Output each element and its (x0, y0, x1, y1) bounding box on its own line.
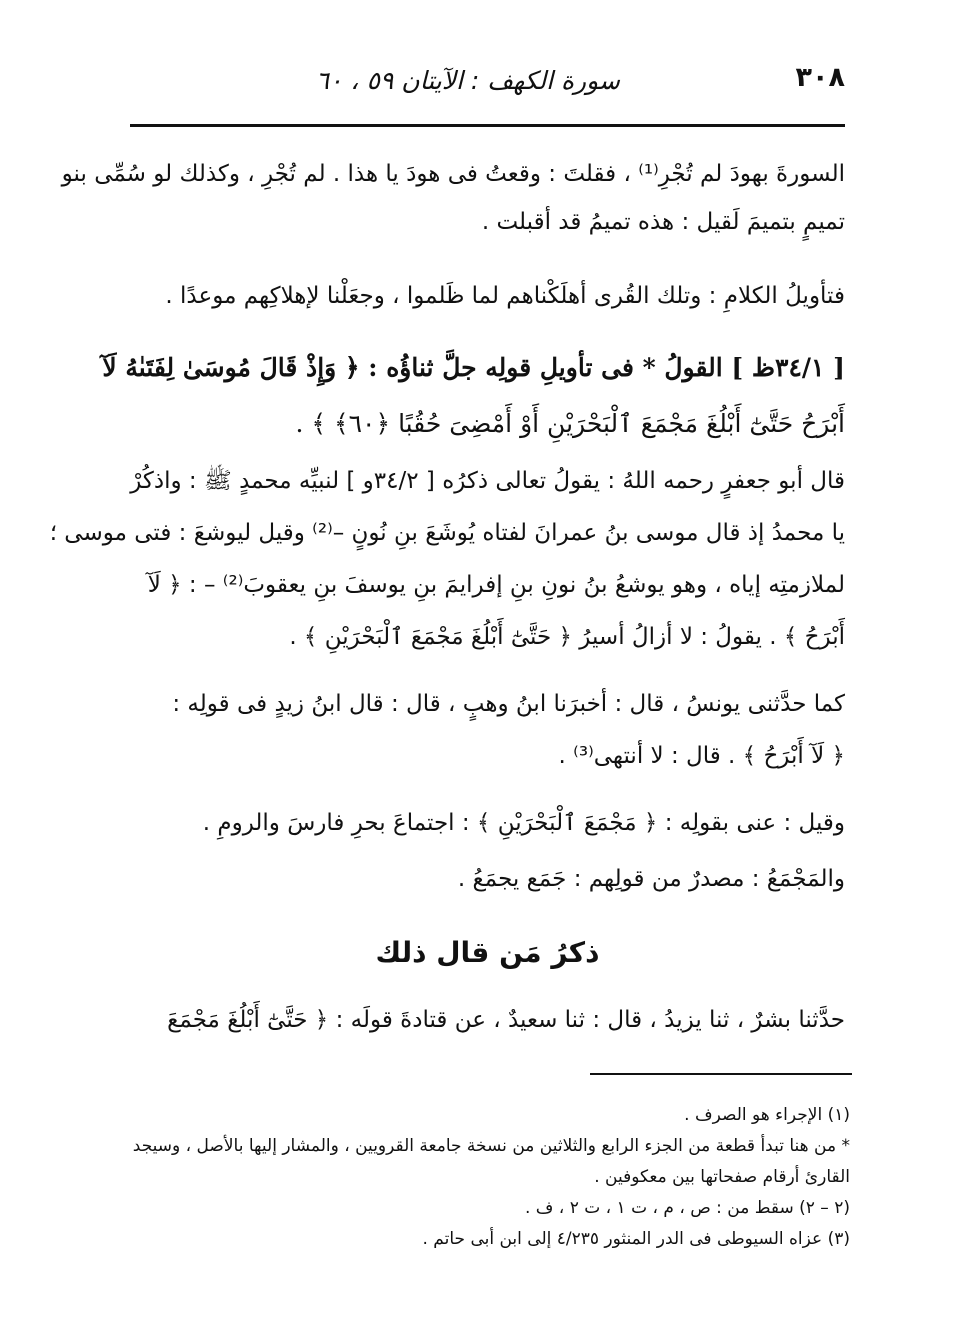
text-line: [ ٣٤/١ظ ] القولُ * فى تأويلِ قولِه جلَّ ثناؤُه : ﴿ وَإِذْ قَالَ مُوسَىٰ لِفَتَىٰهُ لَآ (102, 353, 845, 382)
section-heading: ذكرُ مَن قال ذلك (375, 936, 600, 969)
paragraph-5 (130, 678, 845, 782)
text-line: لملازمتِه إياه ، وهو يوشعُ بنُ نونِ بنِ إفرايمَ بنِ يوسفَ بنِ يعقوبَ⁽²⁾ – : ﴿ لَآ (147, 572, 845, 598)
footnote: (٣) عزاه السيوطى فى الدر المنثور ٤/٢٣٥ إلى ابن أبى حاتم . (422, 1229, 850, 1249)
footnote-rule (590, 1073, 852, 1075)
paragraph-6 (130, 795, 845, 907)
text-line: يا محمدُ إذ قال موسى بنُ عمرانَ لفتاه يُوشَعَ بنِ نُونٍ –⁽²⁾ وقيل ليوشعَ : فتى موسى ؛ (49, 520, 845, 546)
text-line: السورةَ بهودَ لم تُجْرِ⁽¹⁾ ، فقلتَ : وقعتُ فى هودَ يا هذا . لم تُجْرِ ، وكذلك لو سُمِّى بنو (61, 161, 845, 187)
paragraph-7 (130, 996, 845, 1044)
running-head: سورة الكهف : الآيتان ٥٩ ، ٦٠ (315, 66, 620, 95)
footnote: * من هنا تبدأ قطعة من الجزء الرابع والثلاثين من نسخة جامعة القرويين ، والمشار إليها بالأصل ، وسيجد (132, 1136, 850, 1156)
text-line: فتأويلُ الكلامِ : وتلك القُرى أهلَكْناهم لما ظَلموا ، وجعَلْنا لإهلاكِهم موعدًا . (165, 283, 845, 309)
paragraph-3 (102, 340, 845, 452)
text-line: أَبْرَحُ ﴾ . يقولُ : لا أزالُ أسيرُ ﴿ حَتَّىٰٓ أَبْلُغَ مَجْمَعَ ٱلْبَحْرَيْنِ ﴾ . (289, 624, 845, 650)
text-line: قال أبو جعفرٍ رحمه اللهُ : يقولُ تعالى ذكرُه [ ٣٤/٢و ] لنبيِّه محمدٍ ﷺ : واذكُرْ (130, 468, 845, 494)
page-header (130, 62, 845, 106)
header-rule (130, 124, 845, 127)
text-line: حدَّثنا بشرٌ ، ثنا يزيدُ ، قال : ثنا سعيدٌ ، عن قتادةَ قولَه : ﴿ حَتَّىٰٓ أَبْلُغَ مَجْمَعَ (167, 1007, 845, 1033)
paragraph-2 (130, 272, 845, 320)
footnotes (130, 1100, 850, 1255)
text-line: كما حدَّثنى يونسُ ، قال : أخبرَنا ابنُ وهبٍ ، قال : قال ابنُ زيدٍ فى قولِه : (172, 691, 845, 717)
paragraph-4 (49, 455, 845, 663)
footnote: (١) الإجراء هو الصرف . (684, 1105, 850, 1125)
text-line: وقيل : عنى بقولِه : ﴿ مَجْمَعَ ٱلْبَحْرَيْنِ ﴾ : اجتماعَ بحرِ فارسَ والرومِ . (202, 810, 845, 836)
page-number: ٣٠٨ (795, 62, 845, 93)
text-line: ﴿ لَآ أَبْرَحُ ﴾ . قال : لا أنتهى⁽³⁾ . (558, 743, 845, 769)
paragraph-1 (61, 150, 845, 246)
text-line: تميمٍ بتميمَ لَقيل : هذه تميمُ قد أقبلت . (481, 209, 845, 235)
footnote: (٢ – ٢) سقط من : ص ، م ، ت ١ ، ت ٢ ، ف . (524, 1198, 850, 1218)
text-line: أَبْرَحُ حَتَّىٰٓ أَبْلُغَ مَجْمَعَ ٱلْبَحْرَيْنِ أَوْ أَمْضِىَ حُقُبًا ﴿٦٠﴾ ﴾ . (295, 409, 845, 438)
footnote: القارئ أرقام صفحاتها بين معكوفين . (594, 1167, 850, 1187)
text-line: والمَجْمَعُ : مصدرٌ من قولِهم : جَمَع يجمَعُ . (457, 866, 845, 892)
